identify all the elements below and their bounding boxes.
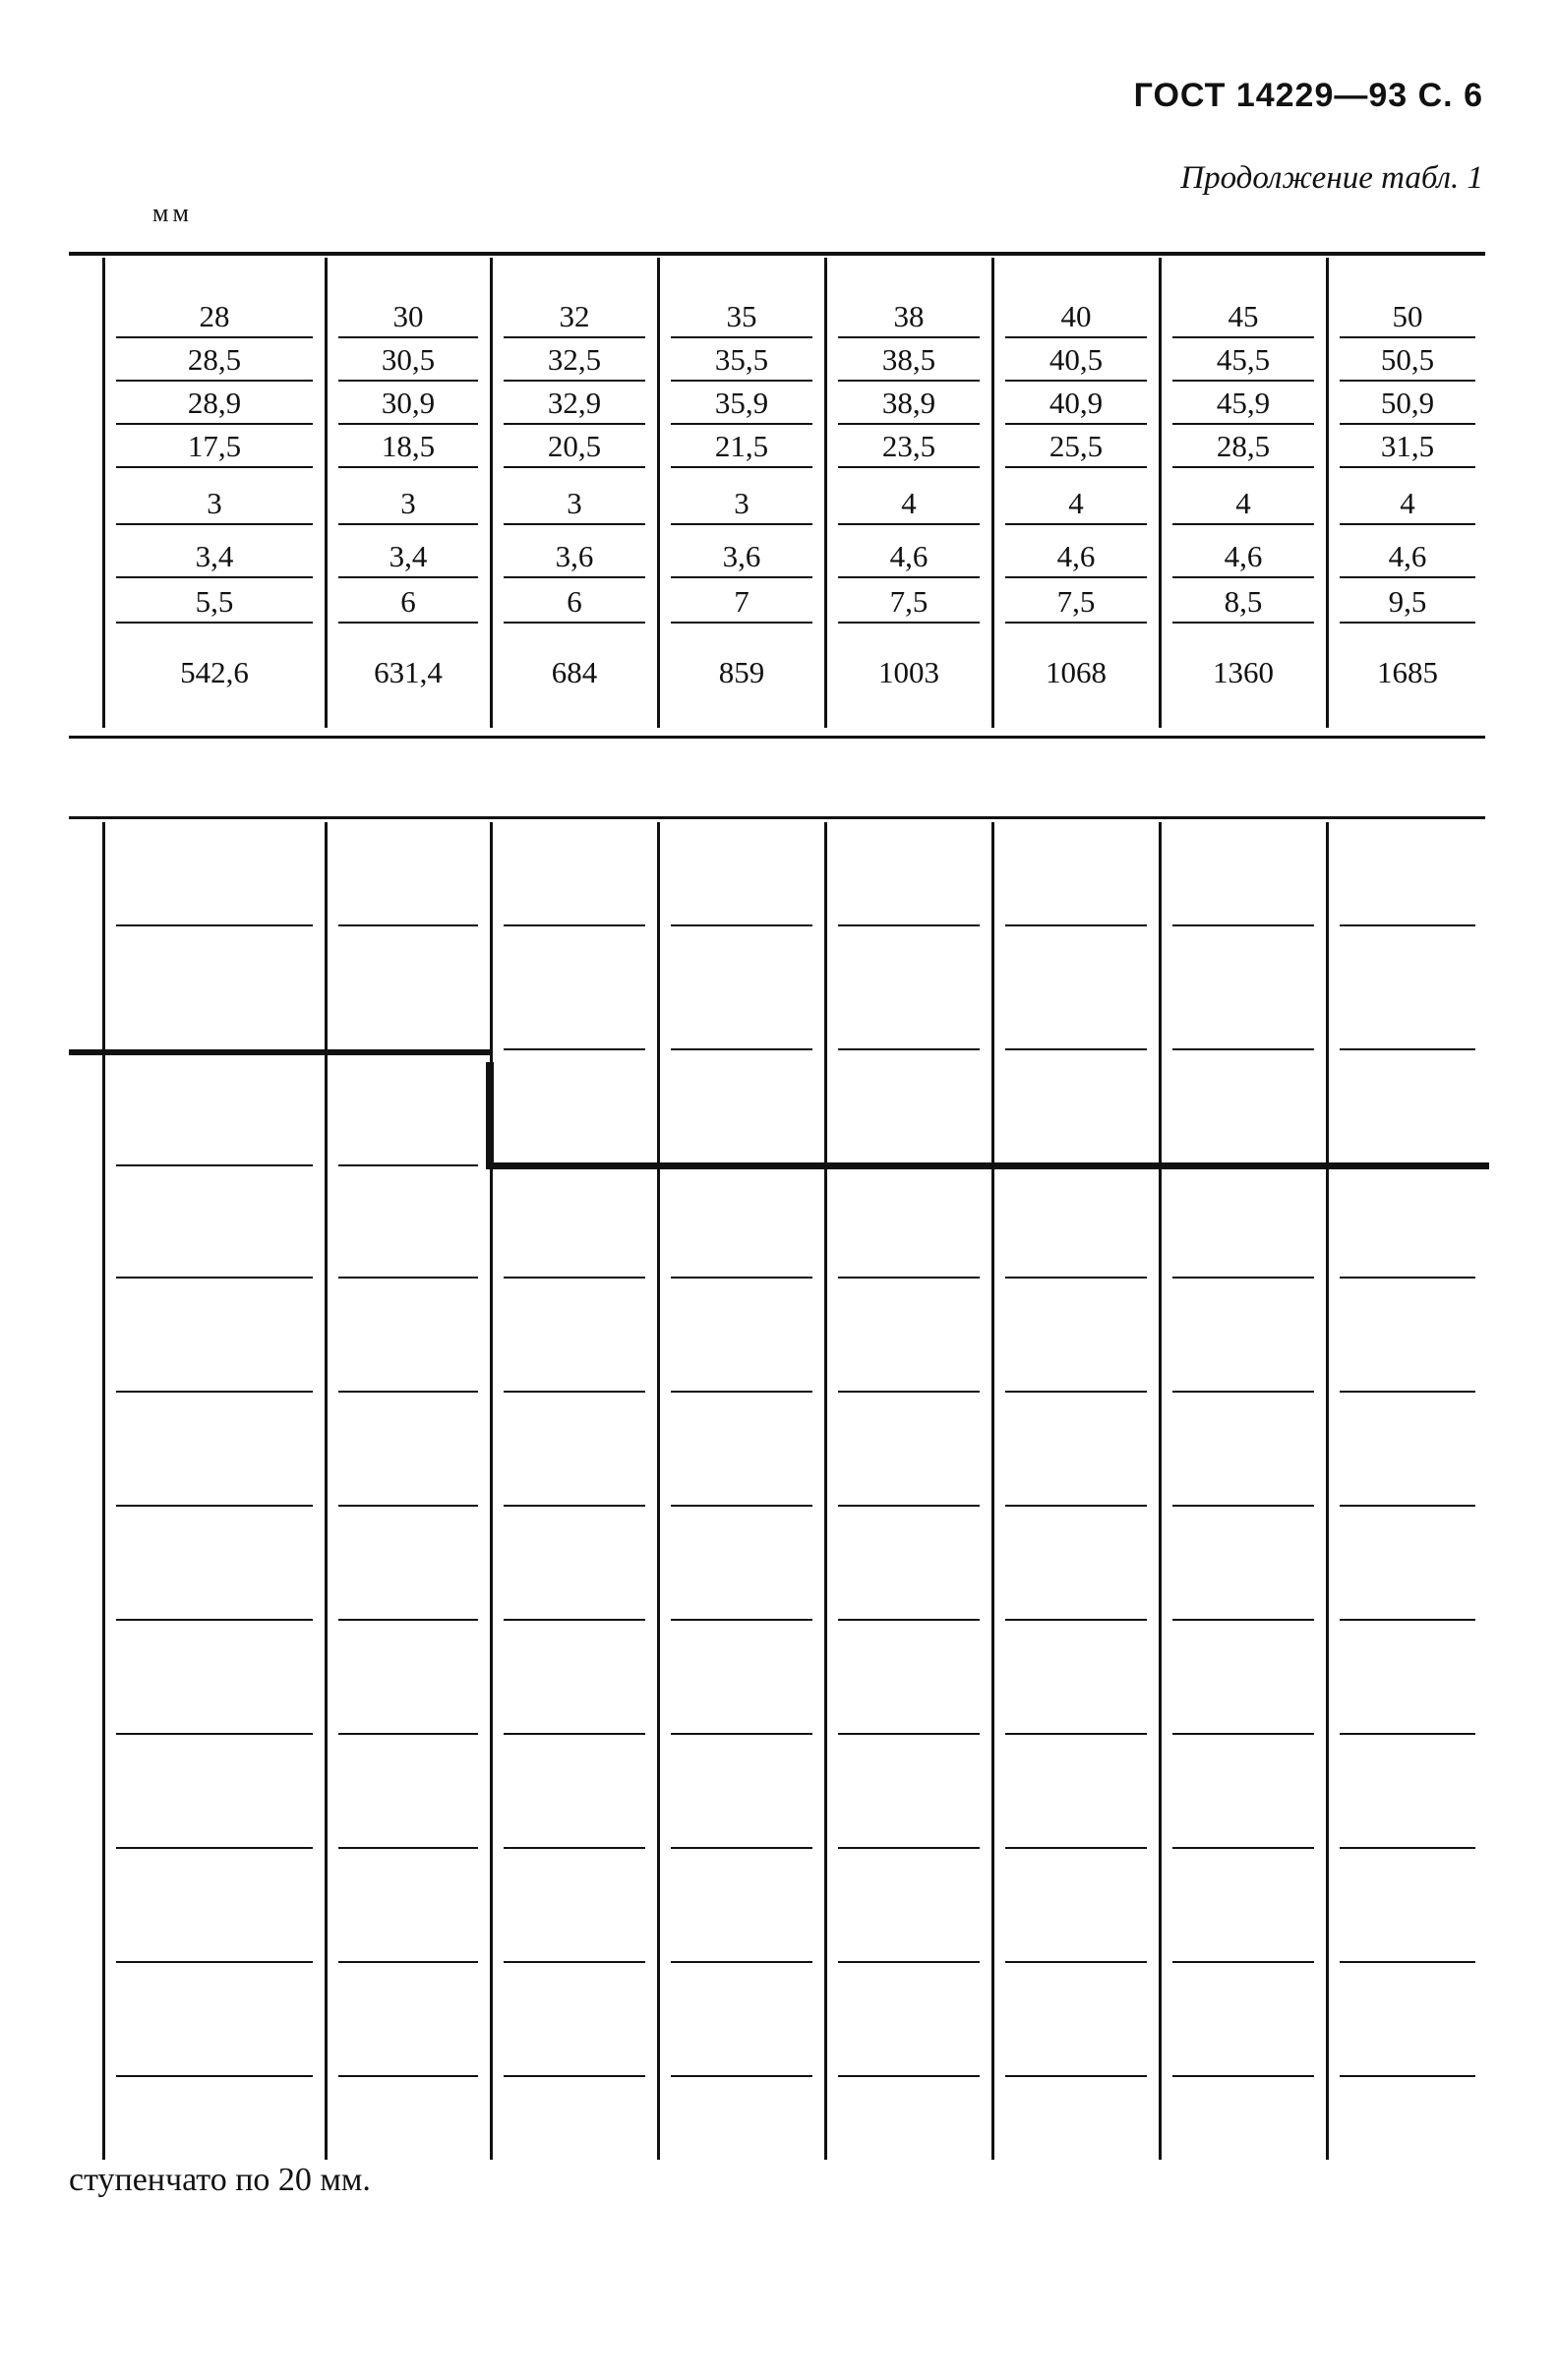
table-cell: 28,5 [116,338,313,382]
lower-table-row-rule [116,1961,313,1963]
lower-table-row-rule [671,1619,812,1621]
lower-table-row-rule [116,1847,313,1849]
table-cell: 9,5 [1340,580,1475,624]
table-cell: 6 [504,580,645,624]
table-cell: 3,6 [671,535,812,578]
table-cell: 28 [116,295,313,338]
lower-table-row-rule [116,1277,313,1279]
table-cell: 32,5 [504,338,645,382]
table-cell: 3 [338,482,478,525]
lower-table-top-rule [69,816,1485,819]
table-continuation-caption: Продолжение табл. 1 [1180,160,1483,196]
lower-table-row-rule [1340,1505,1475,1507]
page-header: ГОСТ 14229—93 С. 6 [1133,77,1483,114]
table-cell: 4,6 [1340,535,1475,578]
lower-table-row-rule [838,1391,980,1393]
lower-table-row-rule [116,1164,313,1166]
table-cell: 31,5 [1340,425,1475,468]
lower-table-row-rule [1172,1505,1314,1507]
lower-table-row-rule [1172,1391,1314,1393]
lower-table-row-rule [338,924,478,926]
lower-table-row-rule [838,924,980,926]
lower-table-row-rule [116,924,313,926]
table-cell: 542,6 [180,655,249,689]
lower-table-row-rule [671,1961,812,1963]
lower-table-row-rule [1005,1048,1147,1050]
table-cell: 3,6 [504,535,645,578]
lower-table-row-rule [671,1277,812,1279]
lower-table-row-rule [504,1733,645,1735]
table-cell: 45 [1172,295,1314,338]
table-cell: 45,9 [1172,382,1314,425]
lower-table-row-rule [504,924,645,926]
table-cell: 50 [1340,295,1475,338]
table-cell: 3 [504,482,645,525]
lower-table-row-rule [1172,2075,1314,2077]
table-cell: 8,5 [1172,580,1314,624]
lower-table-row-rule [838,1733,980,1735]
table-cell: 25,5 [1005,425,1147,468]
lower-table-row-rule [1340,1277,1475,1279]
lower-table-column-rule [1326,822,1329,2160]
lower-table-row-rule [116,1505,313,1507]
lower-table-row-rule [116,1733,313,1735]
table-cell: 7,5 [838,580,980,624]
lower-table-row-rule [838,1847,980,1849]
lower-table-row-rule [1340,1961,1475,1963]
table-cell: 45,5 [1172,338,1314,382]
table-cell: 859 [718,655,765,689]
table-cell: 1360 [1213,655,1274,689]
lower-table-column-rule [325,822,328,2160]
lower-table-row-rule [116,2075,313,2077]
table-cell: 631,4 [374,655,443,689]
table-cell: 32,9 [504,382,645,425]
lower-table-row-rule [338,1619,478,1621]
upper-table-column-rule [991,258,994,728]
lower-table-row-rule [504,2075,645,2077]
table-cell: 35 [671,295,812,338]
lower-table-row-rule [1172,1619,1314,1621]
upper-table-top-rule [69,252,1485,256]
upper-table-column-rule [325,258,328,728]
lower-table-row-rule [1172,1733,1314,1735]
lower-table-row-rule [1005,1277,1147,1279]
table-cell: 3,4 [338,535,478,578]
lower-table-row-rule [116,1391,313,1393]
table-cell: 6 [338,580,478,624]
footnote: ступенчато по 20 мм. [69,2162,371,2198]
lower-table-row-rule [504,1961,645,1963]
table-cell: 4 [1340,482,1475,525]
lower-table-row-rule [671,1847,812,1849]
lower-table-column-rule [1159,822,1162,2160]
lower-table-row-rule [116,1619,313,1621]
lower-table-row-rule [671,2075,812,2077]
table-cell: 3,4 [116,535,313,578]
lower-table-row-rule [338,1391,478,1393]
lower-table-row-rule [1005,924,1147,926]
lower-table-row-rule [338,1847,478,1849]
lower-table-row-rule [1340,1847,1475,1849]
lower-table-row-rule [504,1505,645,1507]
table-cell: 35,5 [671,338,812,382]
lower-table-row-rule [1005,2075,1147,2077]
table-cell: 7,5 [1005,580,1147,624]
lower-table-row-rule [1340,1619,1475,1621]
table-cell: 28,9 [116,382,313,425]
lower-table-row-rule [1005,1733,1147,1735]
lower-table-row-rule [1340,1391,1475,1393]
lower-table-column-rule [102,822,105,2160]
lower-table-row-rule [838,1277,980,1279]
table-cell: 40,5 [1005,338,1147,382]
lower-table-step-rule-right [486,1162,1489,1169]
lower-table-row-rule [1005,1847,1147,1849]
table-cell: 30,5 [338,338,478,382]
table-cell: 4,6 [1005,535,1147,578]
lower-table-row-rule [838,2075,980,2077]
table-cell: 7 [671,580,812,624]
table-cell: 18,5 [338,425,478,468]
lower-table-row-rule [1172,1961,1314,1963]
lower-table-row-rule [504,1847,645,1849]
lower-table-row-rule [338,1505,478,1507]
lower-table-column-rule [824,822,827,2160]
lower-table-row-rule [671,1733,812,1735]
table-cell: 40,9 [1005,382,1147,425]
upper-table-column-rule [102,258,105,728]
lower-table-row-rule [671,1048,812,1050]
lower-table-column-rule [991,822,994,2160]
table-cell: 4 [1172,482,1314,525]
lower-table-row-rule [1005,1505,1147,1507]
table-cell: 30,9 [338,382,478,425]
lower-table-row-rule [504,1619,645,1621]
lower-table-row-rule [338,1733,478,1735]
table-cell: 38,5 [838,338,980,382]
table-cell: 50,9 [1340,382,1475,425]
lower-table-row-rule [671,1391,812,1393]
table-cell: 20,5 [504,425,645,468]
table-cell: 684 [551,655,598,689]
table-cell: 35,9 [671,382,812,425]
lower-table-row-rule [1005,1391,1147,1393]
table-cell: 1685 [1377,655,1438,689]
lower-table-row-rule [838,1619,980,1621]
table-cell: 23,5 [838,425,980,468]
lower-table-row-rule [1172,1847,1314,1849]
lower-table-row-rule [1172,1048,1314,1050]
upper-table-column-rule [1326,258,1329,728]
lower-table-row-rule [1340,1733,1475,1735]
lower-table-column-rule [657,822,660,2160]
lower-table-step-rule-left [69,1049,492,1055]
table-cell: 21,5 [671,425,812,468]
table-cell: 17,5 [116,425,313,468]
lower-table-row-rule [504,1277,645,1279]
upper-table-bottom-rule [69,736,1485,739]
lower-table-row-rule [1172,1277,1314,1279]
upper-table-column-rule [1159,258,1162,728]
lower-table-row-rule [338,1277,478,1279]
upper-table-column-rule [824,258,827,728]
lower-table-row-rule [504,1391,645,1393]
lower-table-row-rule [1005,1961,1147,1963]
upper-table-column-rule [657,258,660,728]
table-cell: 30 [338,295,478,338]
lower-table-row-rule [671,1505,812,1507]
lower-table-column-rule [490,822,493,2160]
unit-label: мм [152,199,193,227]
lower-table-row-rule [1340,1048,1475,1050]
table-cell: 4,6 [1172,535,1314,578]
table-cell: 32 [504,295,645,338]
table-cell: 50,5 [1340,338,1475,382]
table-cell: 3 [671,482,812,525]
table-cell: 4 [838,482,980,525]
lower-table-row-rule [671,924,812,926]
upper-table-column-rule [490,258,493,728]
lower-table-row-rule [338,2075,478,2077]
table-cell: 5,5 [116,580,313,624]
lower-table-row-rule [338,1961,478,1963]
lower-table-row-rule [338,1164,478,1166]
lower-table-row-rule [838,1961,980,1963]
table-cell: 1068 [1046,655,1107,689]
table-cell: 3 [116,482,313,525]
lower-table-row-rule [838,1048,980,1050]
lower-table-row-rule [1340,2075,1475,2077]
table-cell: 28,5 [1172,425,1314,468]
lower-table-row-rule [838,1505,980,1507]
table-cell: 38,9 [838,382,980,425]
table-cell: 4,6 [838,535,980,578]
lower-table-row-rule [504,1048,645,1050]
lower-table-row-rule [1172,924,1314,926]
table-cell: 4 [1005,482,1147,525]
table-cell: 1003 [878,655,939,689]
table-cell: 40 [1005,295,1147,338]
lower-table-row-rule [1005,1619,1147,1621]
table-cell: 38 [838,295,980,338]
lower-table-row-rule [1340,924,1475,926]
